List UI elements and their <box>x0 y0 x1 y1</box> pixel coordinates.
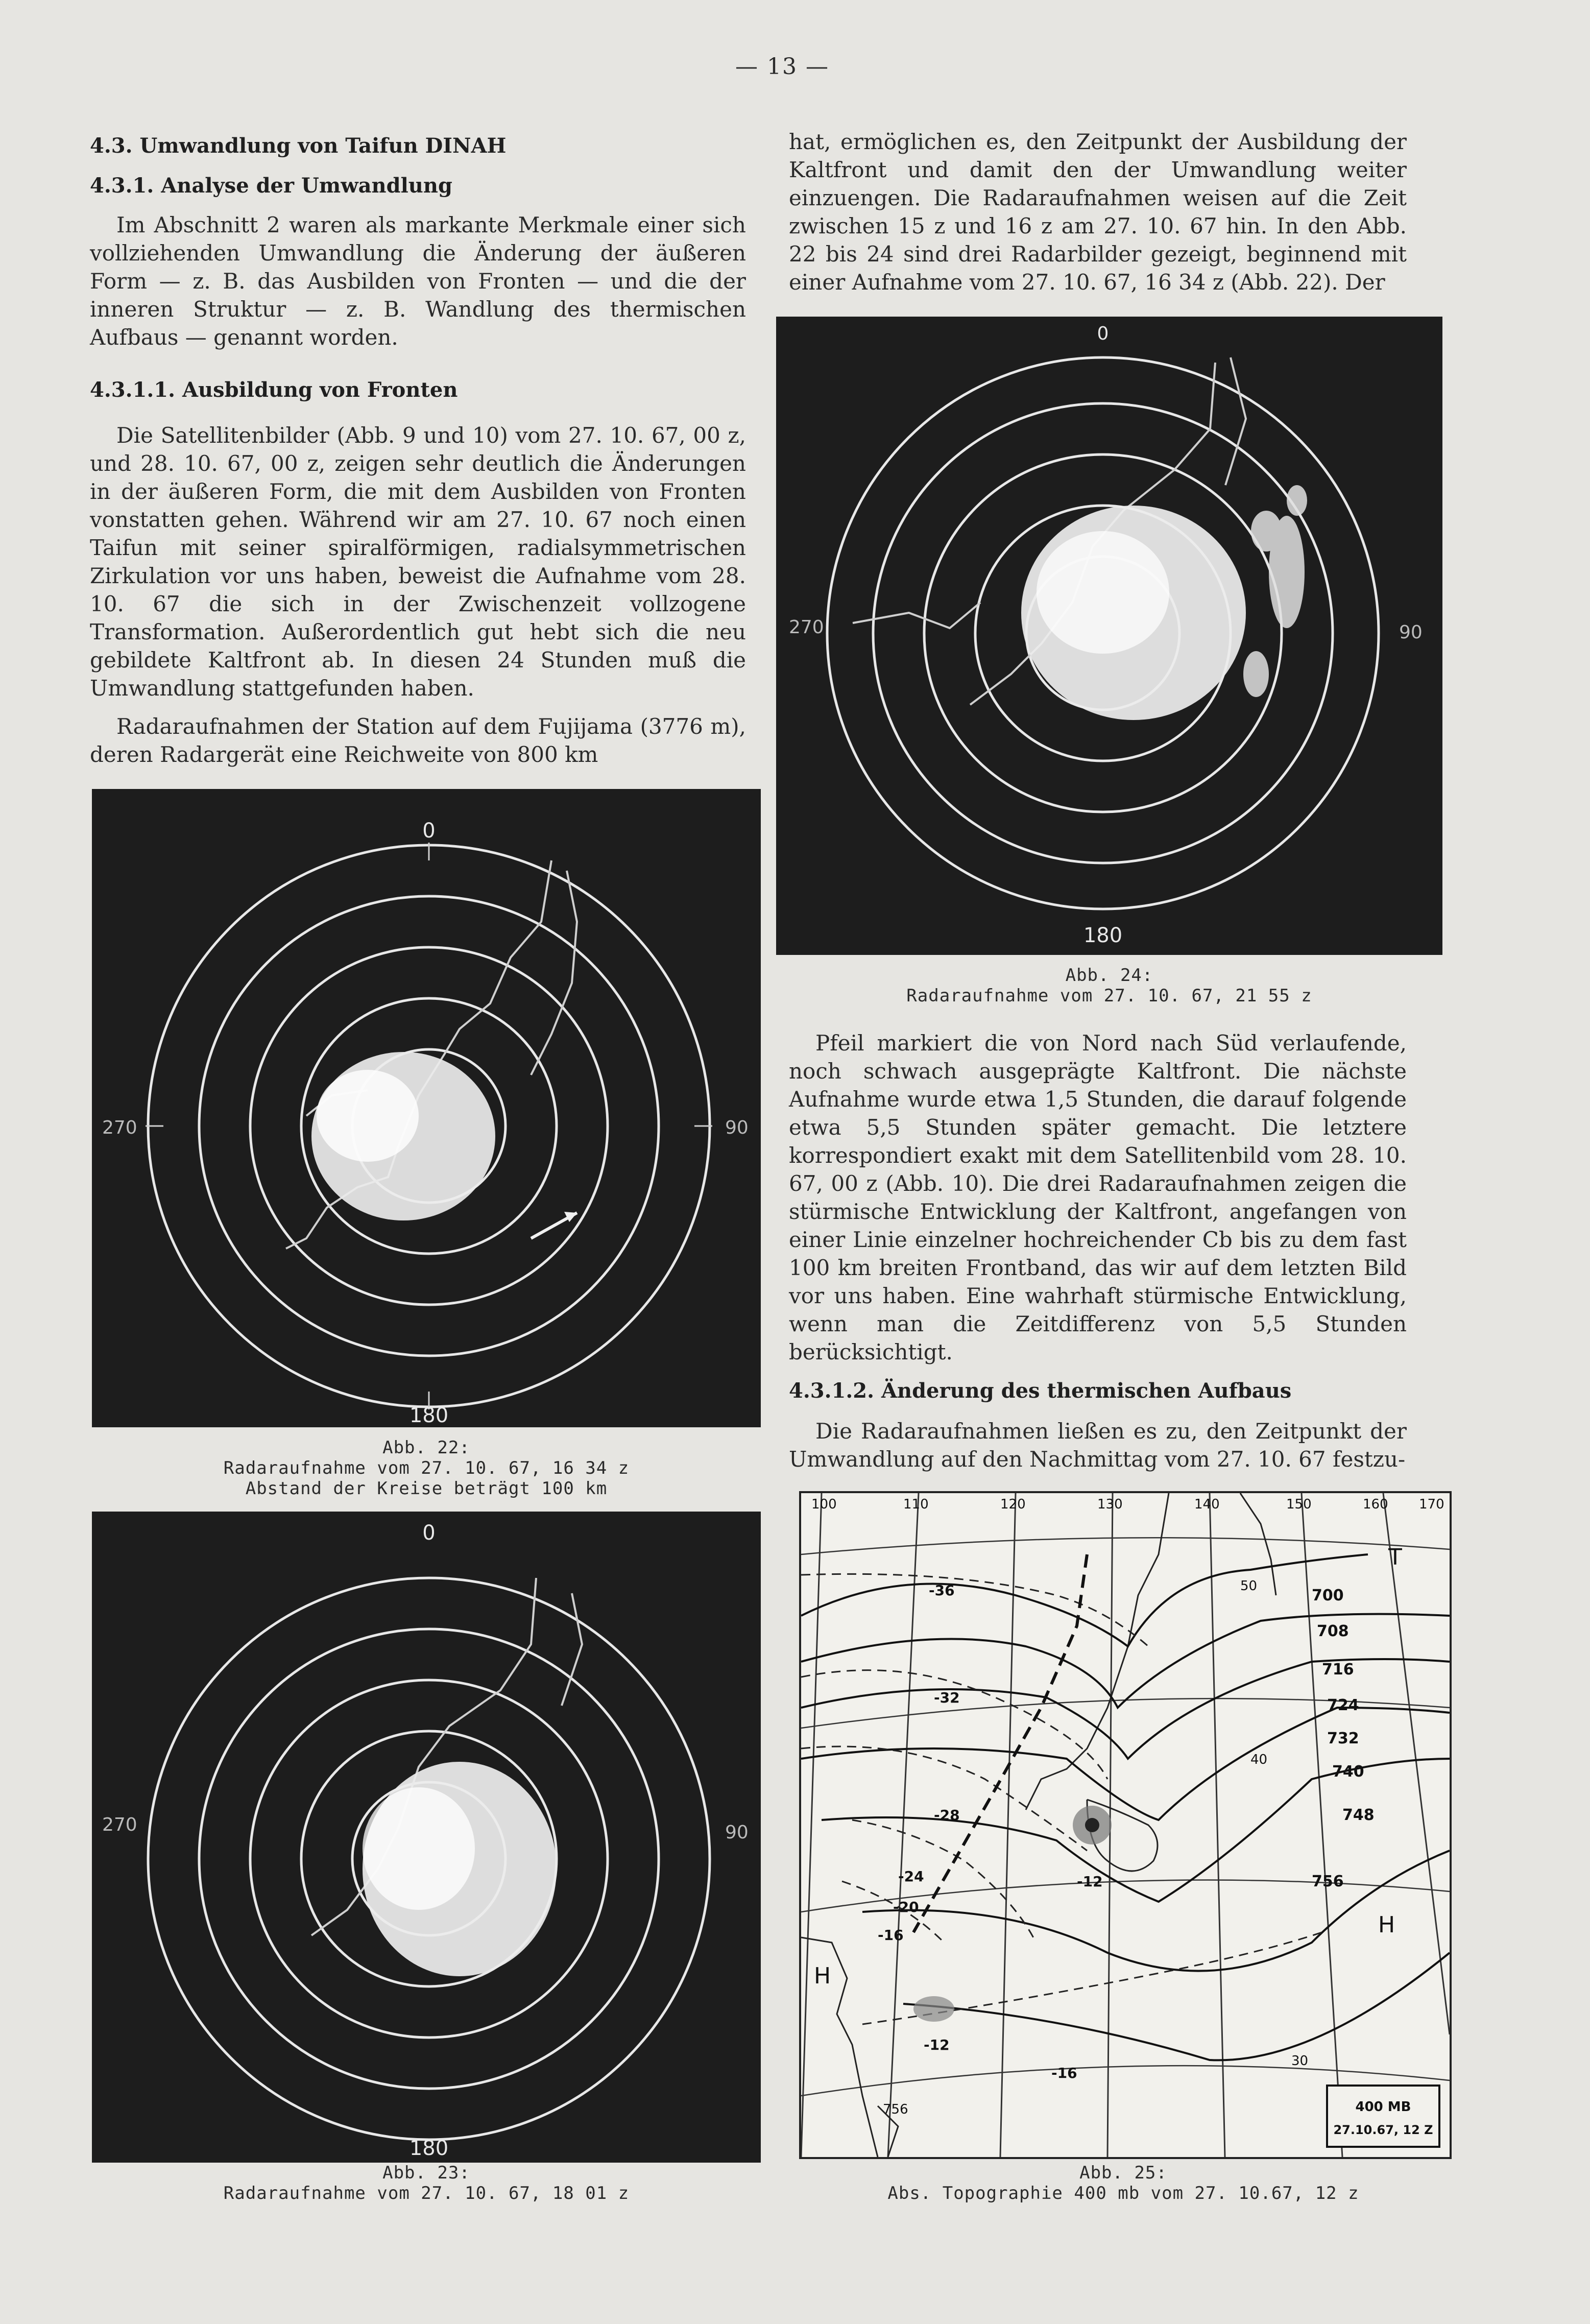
caption-title: Abb. 24: <box>1065 965 1153 986</box>
caption-line: Abstand der Kreise beträgt 100 km <box>245 1478 608 1499</box>
heading-4-3-1-1: 4.3.1.1. Ausbildung von Fronten <box>90 378 458 402</box>
caption-abb22 <box>92 1437 761 1499</box>
contour-label: 30 <box>1291 2053 1309 2069</box>
caption-abb23 <box>92 2163 761 2203</box>
paragraph-right-1 <box>789 128 1407 296</box>
isohypse-label: 740 <box>1332 1763 1364 1781</box>
legend-level: 400 MB <box>1355 2099 1411 2115</box>
isohypse-label: 732 <box>1327 1730 1359 1747</box>
meridian-label: 120 <box>1000 1497 1026 1512</box>
paragraph-text: Im Abschnitt 2 waren als markante Merkmale einer sich vollziehenden Umwandlung die Änderung der äußeren Form — z. B. das Ausbilden von Fronten — und die der inneren Struktur — z. B. Wandlung des thermischen Aufbaus — genannt worden. <box>90 212 746 350</box>
radar-label-s: 180 <box>1083 924 1123 947</box>
meridian-label: 140 <box>1194 1497 1220 1512</box>
radar-scope <box>776 317 1442 955</box>
paragraph-right-2 <box>789 1029 1407 1366</box>
caption-line: Radaraufnahme vom 27. 10. 67, 21 55 z <box>906 986 1312 1006</box>
map-legend <box>1327 2086 1439 2147</box>
meridian-label: 130 <box>1097 1497 1123 1512</box>
caption-abb25 <box>799 2163 1448 2203</box>
meridian-label: 150 <box>1286 1497 1312 1512</box>
caption-title: Abb. 22: <box>382 1437 470 1458</box>
caption-title: Abb. 25: <box>1079 2163 1167 2183</box>
paragraph-text: Die Radaraufnahmen ließen es zu, den Zeitpunkt der Umwandlung auf den Nachmittag vom 27. 10. 67 festzu- <box>789 1419 1407 1472</box>
isohypse-label: 708 <box>1317 1622 1349 1640</box>
isotherm-label: -16 <box>1051 2065 1077 2081</box>
paragraph-text: Radaraufnahmen der Station auf dem Fujijama (3776 m), deren Radargerät eine Reichweite von 800 km <box>90 714 746 767</box>
radar-scope <box>92 1512 761 2163</box>
isotherm-label: -36 <box>929 1582 955 1599</box>
isotherm-label: -12 <box>924 2037 950 2053</box>
radar-label-e: 90 <box>725 1822 749 1843</box>
caption-line: Radaraufnahme vom 27. 10. 67, 16 34 z <box>223 1458 630 1478</box>
paragraph-radar <box>90 712 746 769</box>
isohypse-label: 700 <box>1312 1587 1344 1604</box>
meridian-label: 100 <box>811 1497 837 1512</box>
caption-abb24 <box>776 965 1442 1006</box>
heading-4-3: 4.3. Umwandlung von Taifun DINAH <box>90 134 507 158</box>
radar-scope <box>92 789 761 1427</box>
high-pressure-marker: H <box>1378 1912 1395 1938</box>
isohypse-label: 748 <box>1342 1806 1375 1824</box>
radar-label-s: 180 <box>409 1404 449 1427</box>
radar-label-e: 90 <box>1399 622 1423 643</box>
heading-4-3-1-2: 4.3.1.2. Änderung des thermischen Aufbaus <box>789 1379 1292 1403</box>
radar-label-w: 270 <box>102 1814 137 1835</box>
meridian-label: 110 <box>903 1497 929 1512</box>
isohypse-label: 756 <box>1312 1873 1344 1890</box>
paragraph-intro <box>90 211 746 351</box>
caption-line: Abs. Topographie 400 mb vom 27. 10.67, 12 z <box>887 2183 1359 2203</box>
topography-map-abb25 <box>799 1491 1452 2159</box>
contour-label: 50 <box>1240 1578 1258 1594</box>
paragraph-right-3 <box>789 1417 1407 1473</box>
radar-image-abb24 <box>776 317 1442 955</box>
meridian-label: 170 <box>1419 1497 1444 1512</box>
caption-title: Abb. 23: <box>382 2163 470 2183</box>
paragraph-text: hat, ermöglichen es, den Zeitpunkt der Ausbildung der Kaltfront und damit den der Umwandlung weiter einzuengen. Die Radaraufnahmen weisen auf die Zeit zwischen 15 z und 16 z am 27. 10. 67 hin. In den Abb. 22 bis 24 sind drei Radarbilder gezeigt, beginnend mit einer Aufnahme vom 27. 10. 67, 16 34 z (Abb. 22). Der <box>789 129 1407 295</box>
radar-label-s: 180 <box>409 2137 449 2160</box>
radar-label-n: 0 <box>1097 323 1109 344</box>
paragraph-text: Die Satellitenbilder (Abb. 9 und 10) vom 27. 10. 67, 00 z, und 28. 10. 67, 00 z, zeigen sehr deutlich die Änderungen in der äußeren Form, die mit dem Ausbilden von Fronten vonstatten gehen. Während wir am 27. 10. 67 noch einen Taifun mit seiner spiralförmigen, radialsymmetrischen Zirkulation vor uns haben, beweist die Aufnahme vom 28. 10. 67 die sich in der Zwischenzeit vollzogene Transformation. Außerordentlich gut hebt sich die neu gebildete Kaltfront ab. In diesen 24 Stunden muß die Umwandlung stattgefunden haben. <box>90 423 746 701</box>
isotherm-label: -28 <box>934 1807 960 1824</box>
meridian-label: 160 <box>1363 1497 1388 1512</box>
isotherm-label: -16 <box>878 1927 904 1944</box>
legend-date: 27.10.67, 12 Z <box>1333 2123 1433 2137</box>
paragraph-text: Pfeil markiert die von Nord nach Süd verlaufende, noch schwach ausgeprägte Kaltfront. Die nächste Aufnahme wurde etwa 1,5 Stunden, die darauf folgende etwa 5,5 Stunden später gemacht. Die letztere korrespondiert exakt mit dem Satellitenbild vom 28. 10. 67, 00 z (Abb. 10). Die drei Radaraufnahmen zeigen die stürmische Entwicklung der Kaltfront, angefangen von einer Linie einzelner hochreichender Cb bis zu dem fast 100 km breiten Frontband, das wir auf dem letzten Bild vor uns haben. Eine wahrhaft stürmische Entwicklung, wenn man die Zeitdifferenz von 5,5 Stunden berücksichtigt. <box>789 1031 1407 1364</box>
contour-label: 756 <box>883 2102 908 2117</box>
contour-label: 40 <box>1250 1752 1268 1767</box>
isohypse-label: 716 <box>1322 1661 1354 1679</box>
caption-line: Radaraufnahme vom 27. 10. 67, 18 01 z <box>223 2183 630 2203</box>
radar-label-e: 90 <box>725 1117 749 1138</box>
isotherm-label: -24 <box>898 1868 924 1885</box>
temperature-marker: T <box>1388 1544 1402 1570</box>
isotherm-label: -20 <box>893 1899 919 1915</box>
radar-label-w: 270 <box>789 617 824 638</box>
isotherm-label: -32 <box>934 1689 960 1706</box>
paragraph-fronts <box>90 421 746 702</box>
page-number: — 13 — <box>735 54 829 80</box>
isotherm-label: -12 <box>1077 1873 1103 1890</box>
radar-label-n: 0 <box>422 1521 436 1545</box>
high-pressure-marker: H <box>814 1963 831 1989</box>
heading-4-3-1: 4.3.1. Analyse der Umwandlung <box>90 174 452 198</box>
map-svg <box>801 1493 1450 2157</box>
radar-label-w: 270 <box>102 1117 137 1138</box>
radar-label-n: 0 <box>422 819 436 843</box>
isohypse-label: 724 <box>1327 1696 1359 1714</box>
radar-image-abb22 <box>92 789 761 1427</box>
radar-image-abb23 <box>92 1512 761 2163</box>
